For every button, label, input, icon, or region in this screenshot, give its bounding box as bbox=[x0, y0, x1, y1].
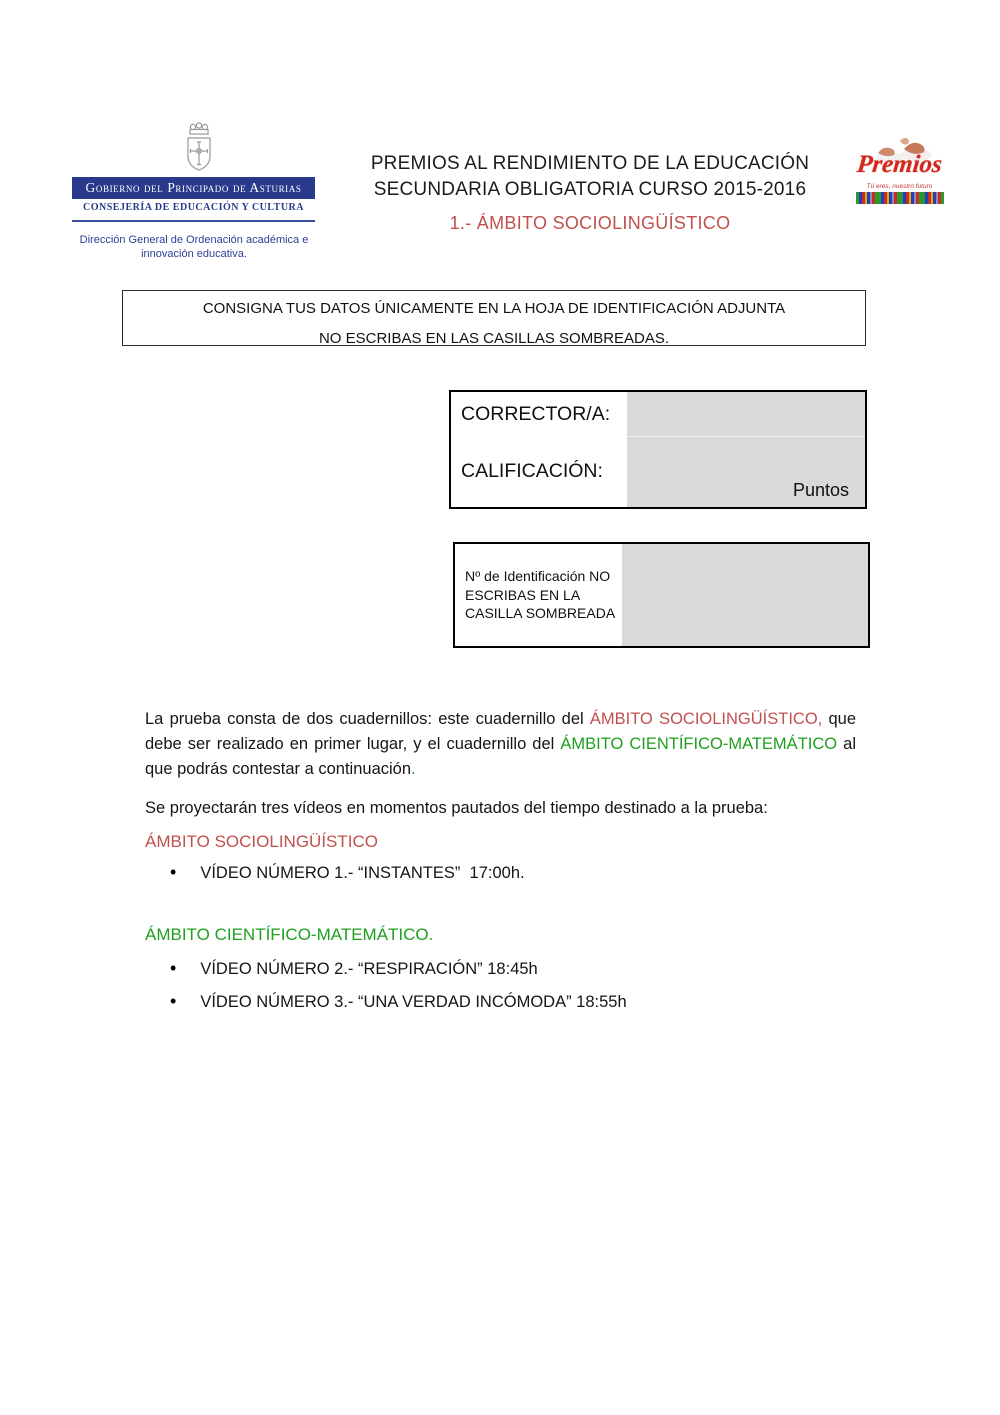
page-title-line2: SECUNDARIA OBLIGATORIA CURSO 2015-2016 bbox=[373, 179, 807, 200]
notice-line2: NO ESCRIBAS EN LAS CASILLAS SOMBREADAS. bbox=[318, 330, 670, 347]
premios-logo bbox=[851, 135, 948, 204]
subdepartment-label: Dirección General de Ordenación académica e innovación educativa. bbox=[79, 234, 309, 261]
identification-table bbox=[453, 542, 870, 648]
grading-table bbox=[449, 390, 867, 509]
cientifico-heading: ÁMBITO CIENTÍFICO-MATEMÁTICO. bbox=[145, 925, 434, 944]
identification-label: Nº de Identificación NO ESCRIBAS EN LA CASILLA SOMBREADA bbox=[455, 544, 622, 646]
video-item-1 bbox=[170, 862, 525, 883]
intro-final-period: . bbox=[411, 759, 416, 778]
premios-tagline: Tú eres, nuestro futuro bbox=[866, 183, 933, 190]
government-banner: Gobierno del Principado de Asturias bbox=[72, 177, 315, 199]
corrector-label: CORRECTOR/A: bbox=[451, 392, 627, 436]
intro-ambito-socio: ÁMBITO SOCIOLINGÜÍSTICO, bbox=[589, 709, 823, 728]
intro-part2: que debe ser realizado en primer lugar, y el cuadernillo del bbox=[145, 709, 856, 753]
premios-stripe-bar bbox=[856, 192, 944, 204]
premios-wordmark: Premios bbox=[855, 151, 944, 178]
title-block bbox=[320, 151, 860, 234]
asturias-crest-icon bbox=[176, 121, 222, 177]
page-title-line1: PREMIOS AL RENDIMIENTO DE LA EDUCACIÓN bbox=[370, 153, 810, 174]
calificacion-label: CALIFICACIÓN: bbox=[451, 436, 627, 507]
puntos-label: Puntos bbox=[792, 480, 849, 500]
videos-intro: Se proyectarán tres vídeos en momentos pautados del tiempo destinado a la prueba: bbox=[145, 799, 768, 817]
logo-divider bbox=[72, 220, 315, 222]
video-item-3-text: • VÍDEO NÚMERO 3.- “UNA VERDAD INCÓMODA” 18:55h bbox=[200, 993, 627, 1011]
instructions-notice-box bbox=[122, 290, 866, 346]
intro-ambito-cientifico: ÁMBITO CIENTÍFICO-MATEMÁTICO bbox=[560, 734, 838, 753]
intro-part3: al que podrás contestar a continuación bbox=[145, 734, 856, 778]
identification-shaded-cell bbox=[622, 544, 868, 646]
socio-heading: ÁMBITO SOCIOLINGÜÍSTICO bbox=[145, 832, 378, 851]
video-item-2-text: • VÍDEO NÚMERO 2.- “RESPIRACIÓN” 18:45h bbox=[200, 960, 538, 978]
intro-paragraph bbox=[145, 707, 856, 782]
calificacion-shaded-cell bbox=[627, 436, 865, 507]
department-label: CONSEJERÍA DE EDUCACIÓN Y CULTURA bbox=[83, 202, 304, 213]
video-item-2 bbox=[170, 958, 538, 979]
intro-part1: La prueba consta de dos cuadernillos: este cuadernillo del bbox=[145, 709, 590, 728]
video-item-1-text: • VÍDEO NÚMERO 1.- “INSTANTES” 17:00h. bbox=[200, 864, 525, 882]
corrector-shaded-cell bbox=[627, 392, 865, 436]
notice-line1: CONSIGNA TUS DATOS ÚNICAMENTE EN LA HOJA DE IDENTIFICACIÓN ADJUNTA bbox=[202, 300, 786, 317]
video-item-3 bbox=[170, 991, 627, 1012]
section-subtitle: 1.- ÁMBITO SOCIOLINGÜÍSTICO bbox=[449, 213, 731, 233]
